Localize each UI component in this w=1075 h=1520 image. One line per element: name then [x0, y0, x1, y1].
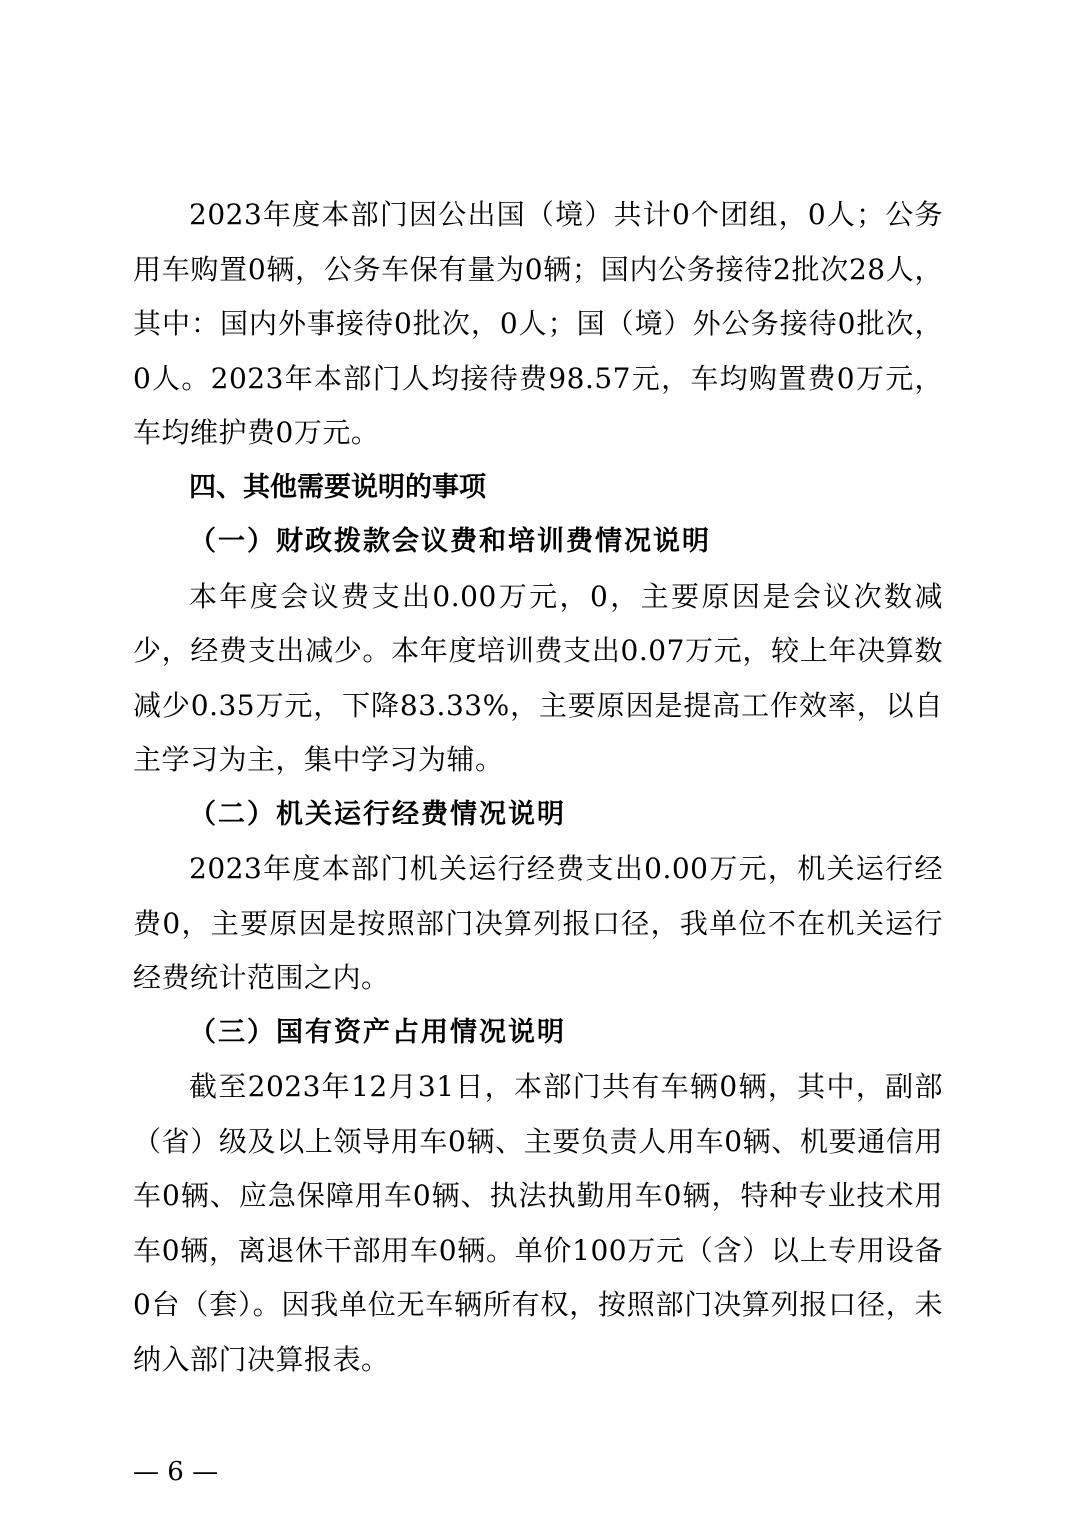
- paragraph-official-travel-reception: 2023年度本部门因公出国（境）共计0个团组，0人；公务用车购置0辆，公务车保有量为0辆；国内公务接待2批次28人，其中：国内外事接待0批次，0人；国（境）外公务接待0批次，0人。2023年本部门人均接待费98.57元，车均购置费0万元，车均维护费0万元。: [133, 198, 943, 449]
- section-heading-other-matters: 四、其他需要说明的事项: [189, 471, 486, 503]
- paragraph-meeting-training-fees: 本年度会议费支出0.00万元，0，主要原因是会议次数减少，经费支出减少。本年度培训费支出0.07万元，较上年决算数减少0.35万元，下降83.33%，主要原因是提高工作效率，以自主学习为主，集中学习为辅。: [133, 579, 943, 776]
- paragraph-operating-expenses: 2023年度本部门机关运行经费支出0.00万元，机关运行经费0，主要原因是按照部门决算列报口径，我单位不在机关运行经费统计范围之内。: [133, 852, 943, 994]
- document-body: [133, 188, 943, 1387]
- subheading-meeting-training-fees: （一）财政拨款会议费和培训费情况说明: [189, 526, 711, 557]
- subheading-operating-expenses: （二）机关运行经费情况说明: [189, 798, 566, 830]
- page-number: — 6 —: [133, 1457, 219, 1487]
- subheading-state-assets: （三）国有资产占用情况说明: [189, 1016, 566, 1048]
- paragraph-state-assets: 截至2023年12月31日，本部门共有车辆0辆，其中，副部（省）级及以上领导用车0辆、主要负责人用车0辆、机要通信用车0辆、应急保障用车0辆、执法执勤用车0辆，特种专业技术用车0辆，离退休干部用车0辆。单价100万元（含）以上专用设备0台（套）。因我单位无车辆所有权，按照部门决算列报口径，未纳入部门决算报表。: [133, 1070, 943, 1376]
